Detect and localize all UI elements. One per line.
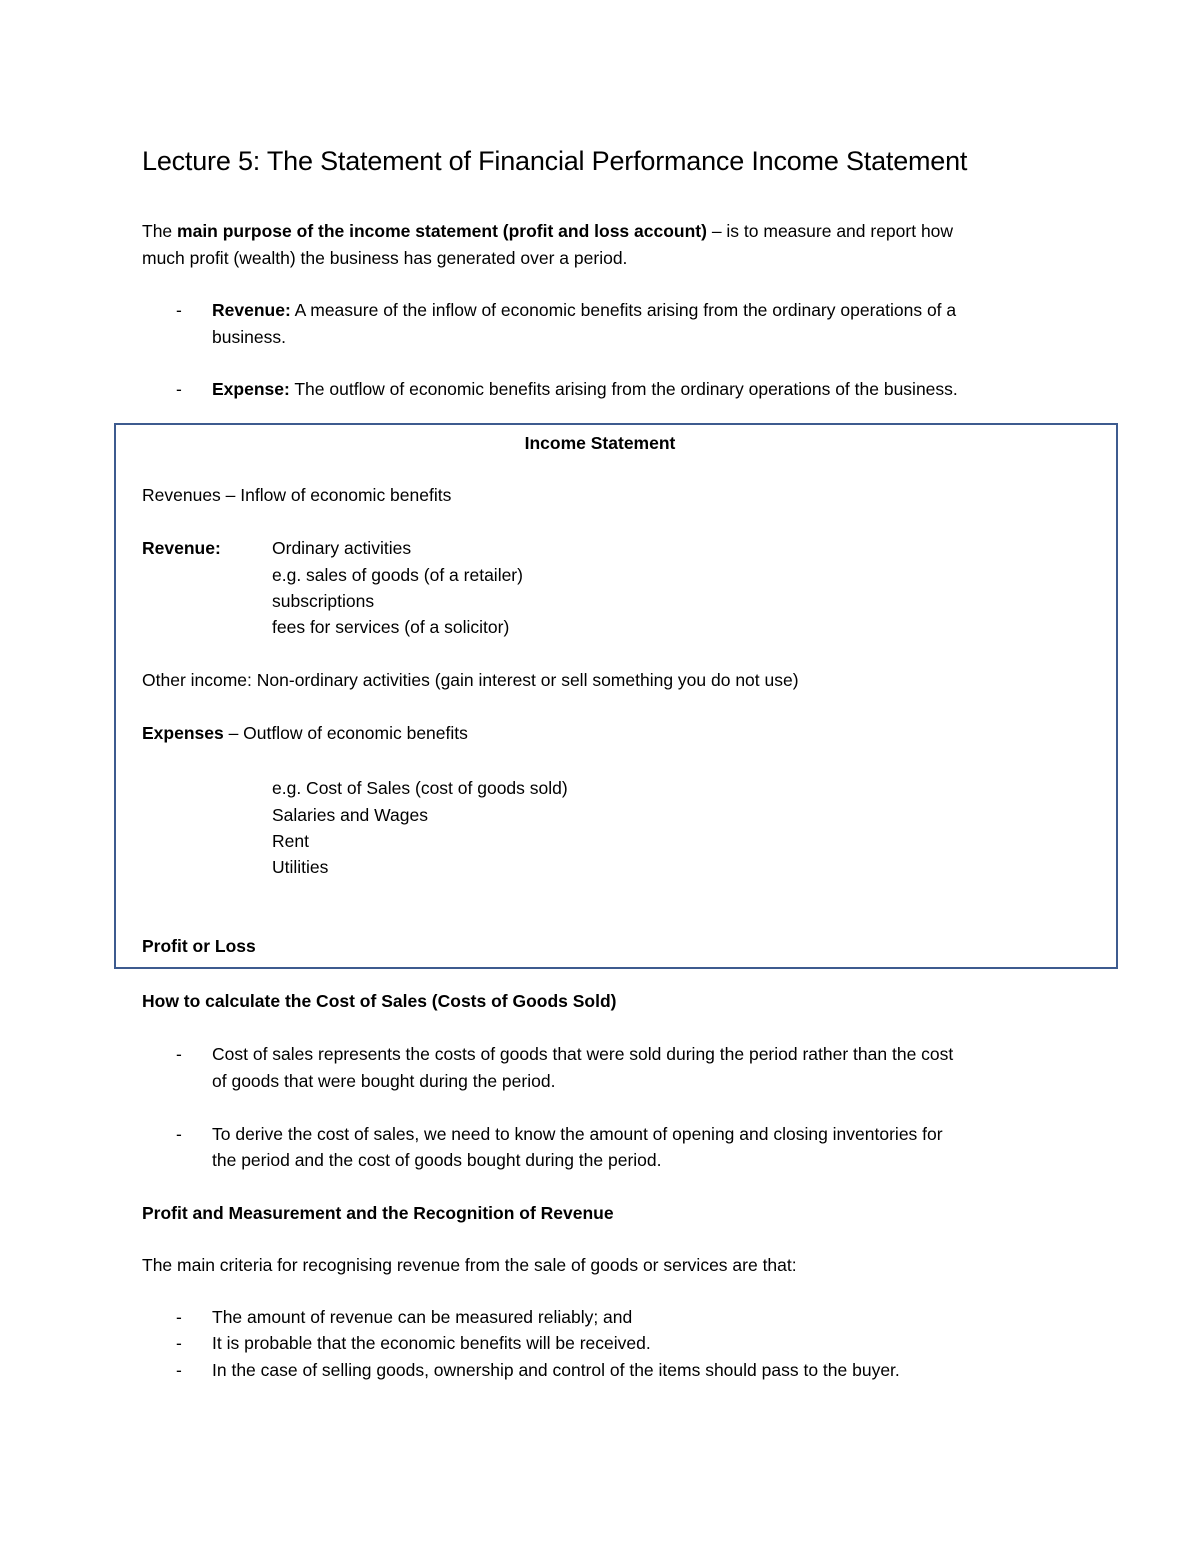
cost-bullet-line: of goods that were bought during the period.	[212, 1071, 556, 1091]
expense-item: Salaries and Wages	[272, 805, 428, 825]
expenses-line	[142, 720, 468, 747]
intro-prefix: The	[142, 221, 178, 241]
bullet-dash: -	[176, 300, 182, 320]
revenue-item: subscriptions	[272, 591, 375, 611]
definition-revenue-line-2: business.	[212, 327, 286, 347]
bullet-dash: -	[176, 1044, 182, 1064]
bullet-dash: -	[176, 1307, 182, 1327]
revenue-item: Ordinary activities	[272, 538, 412, 558]
definition-text: A measure of the inflow of economic benefits arising from the ordinary operations of a	[290, 300, 957, 320]
revenue-label-text: Revenue:	[142, 538, 221, 558]
intro-rest: – is to measure and report how	[706, 221, 954, 241]
box-heading-text: Income Statement	[524, 433, 676, 453]
revenues-line: Revenues – Inflow of economic benefits	[142, 485, 452, 505]
bullet-dash: -	[176, 1360, 182, 1380]
page-title: Lecture 5: The Statement of Financial Performance Income Statement	[142, 146, 968, 176]
expenses-bold: Expenses	[142, 723, 224, 743]
definition-revenue	[212, 297, 956, 324]
definition-text: The outflow of economic benefits arising from the ordinary operations of the business.	[289, 379, 958, 399]
cost-of-sales-heading-text: How to calculate the Cost of Sales (Costs of Goods Sold)	[142, 991, 617, 1011]
revenue-label	[142, 535, 221, 562]
recognition-intro: The main criteria for recognising revenue from the sale of goods or services are that:	[142, 1255, 797, 1275]
definition-term: Revenue:	[212, 300, 291, 320]
box-heading	[0, 430, 1200, 457]
recognition-bullet: The amount of revenue can be measured reliably; and	[212, 1307, 633, 1327]
cost-bullet-line: Cost of sales represents the costs of goods that were sold during the period rather than the cost	[212, 1044, 954, 1064]
intro-line-1	[142, 218, 953, 245]
recognition-heading	[142, 1200, 614, 1227]
expense-item: Rent	[272, 831, 309, 851]
intro-bold: main purpose of the income statement (profit and loss account)	[177, 221, 707, 241]
definition-expense	[212, 376, 958, 403]
intro-line-2: much profit (wealth) the business has generated over a period.	[142, 248, 628, 268]
expenses-rest: – Outflow of economic benefits	[223, 723, 468, 743]
revenue-item: fees for services (of a solicitor)	[272, 617, 510, 637]
expense-item: Utilities	[272, 857, 329, 877]
recognition-bullet: It is probable that the economic benefits will be received.	[212, 1333, 651, 1353]
bullet-dash: -	[176, 379, 182, 399]
profit-or-loss-text: Profit or Loss	[142, 936, 256, 956]
cost-bullet-line: the period and the cost of goods bought during the period.	[212, 1150, 662, 1170]
bullet-dash: -	[176, 1333, 182, 1353]
other-income-line: Other income: Non-ordinary activities (gain interest or sell something you do not use)	[142, 670, 799, 690]
revenue-item: e.g. sales of goods (of a retailer)	[272, 565, 523, 585]
cost-bullet-line: To derive the cost of sales, we need to know the amount of opening and closing inventories for	[212, 1124, 943, 1144]
cost-of-sales-heading	[142, 988, 617, 1015]
definition-term: Expense:	[212, 379, 290, 399]
recognition-heading-text: Profit and Measurement and the Recognition of Revenue	[142, 1203, 614, 1223]
recognition-bullet: In the case of selling goods, ownership and control of the items should pass to the buyer.	[212, 1360, 900, 1380]
expense-item: e.g. Cost of Sales (cost of goods sold)	[272, 778, 568, 798]
profit-or-loss	[142, 933, 256, 960]
bullet-dash: -	[176, 1124, 182, 1144]
